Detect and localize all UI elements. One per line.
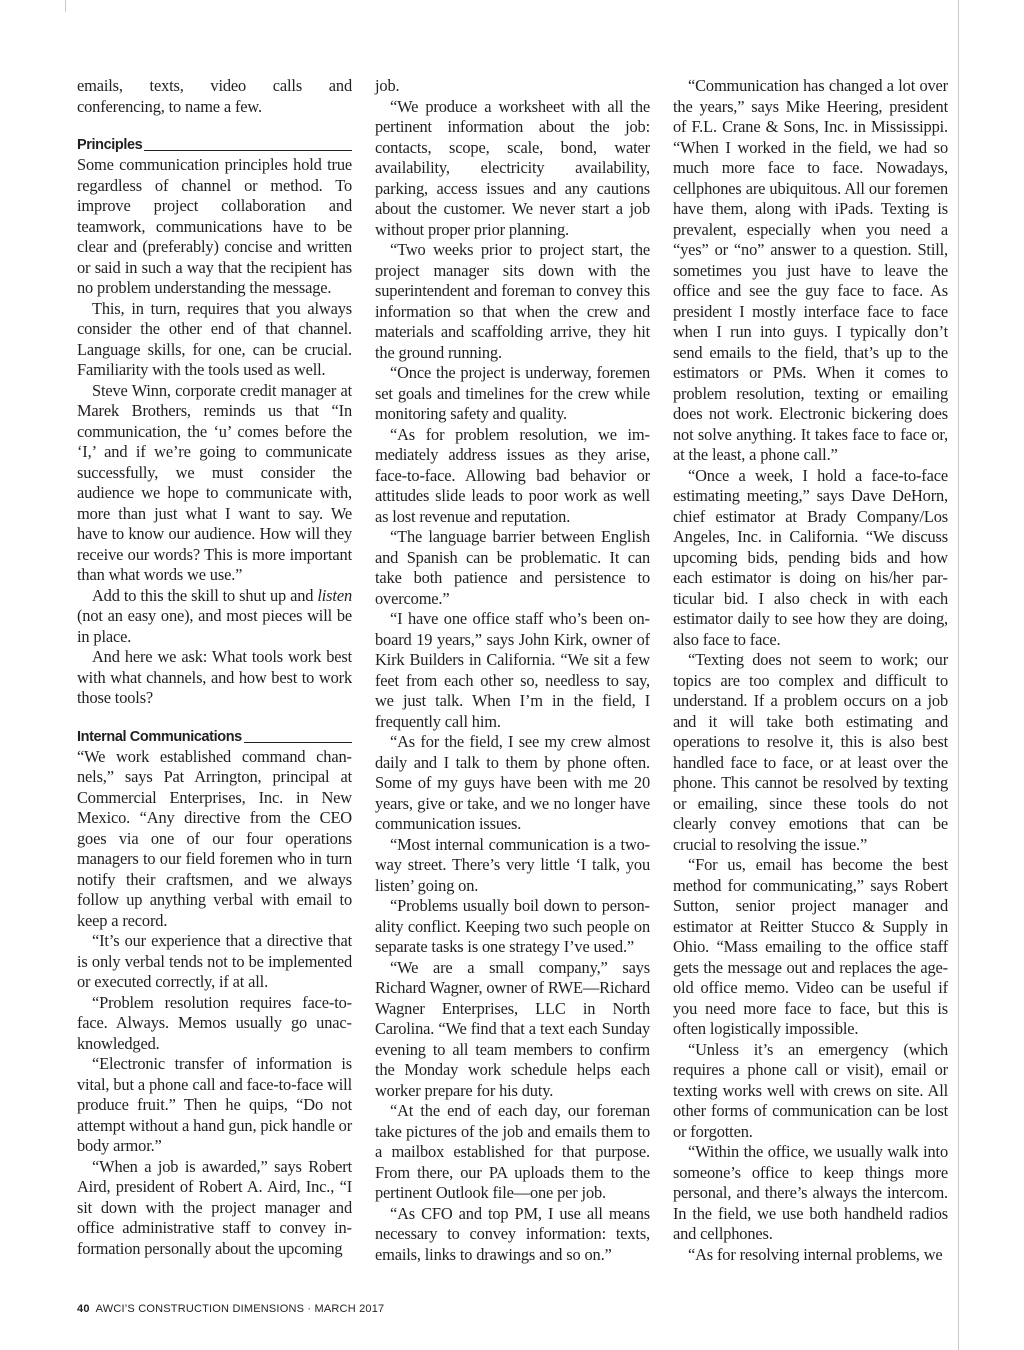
paragraph <box>77 586 352 648</box>
column-1 <box>77 76 352 1259</box>
paragraph: “Texting does not seem to work; our topics are too complex and difficult to understand. If a problem occurs on a job and it will take both estimating and operations to resolve it, this is also best handled face to face, or at least over the phone. This cannot be resolved by texting or emailing, since these tools do not clearly convey emotions that can be crucial to resolving the issue.” <box>673 650 948 854</box>
paragraph: “As for problem resolution, we immediately address issues as they arise, face-to-face. Allowing bad behavior or attitudes slide leads to poor work as well as lost revenue and reputation. <box>375 424 650 526</box>
paragraph: “Electronic transfer of information is vital, but a phone call and face-to-face will produce fruit.” Then he quips, “Do not attempt without a hand gun, pick handle or body armor.” <box>77 1054 353 1155</box>
paragraph: “Communication has changed a lot over the years,” says Mike Heering, president of F.L. Crane & Sons, Inc. in Mississippi. “When I worked in the field, we had so much more face to face. Nowadays, cellphones are ubiquitous. All our foremen have them, along with iPads. Texting is prevalent, especially when you need a “yes” or “no” answer to a question. Still, sometimes you just have to leave the office and see the guy face to face. As president I mostly interface face to face when I run into guys. I typically don’t send emails to the field, that’s up to the estimators or PMs. When it comes to problem resolution, texting or emailing does not work. Electronic bickering does not solve anything. It takes face to face or, at the least, a phone call.” <box>673 76 948 464</box>
paragraph: This, in turn, requires that you always consider the other end of that channel. Language skills, for one, can be crucial. Familiarity with the tools used as well. <box>77 298 352 379</box>
paragraph: “As for resolving internal problems, we <box>688 1244 943 1264</box>
paragraph: “As CFO and top PM, I use all means necessary to convey information: texts, emails, links to drawings and so on.” <box>375 1203 650 1264</box>
paragraph: “For us, email has become the best method for communicating,” says Robert Sutton, senior project manager and estimator at Reitter Stucco & Supply in Ohio. “Mass emailing to the office staff gets the message out and replaces the age-old office memo. Video can be useful if you need more face to face, but this is often logistically impossible. <box>673 855 948 1038</box>
page-number: 40 <box>77 1303 90 1315</box>
heading-rule <box>144 150 352 151</box>
text-run: Add to this the skill to shut up and <box>92 585 318 605</box>
paragraph: job. <box>375 76 400 95</box>
paragraph: “Once the project is underway, foremen set goals and timelines for the crew while monitoring safety and quality. <box>375 363 650 423</box>
paragraph: “I have one office staff who’s been onboard 19 years,” says John Kirk, owner of Kirk Builders in California. “We sit a few feet from each other so, needless to say, we just talk. When I’m in the field, I frequently call him. <box>375 609 650 731</box>
paragraph: “As for the field, I see my crew almost daily and I talk to them by phone often. Some of my guys have been with me 20 years, give or take, and we no longer have communication issues. <box>375 732 650 833</box>
paragraph: “It’s our experience that a directive that is only verbal tends not to be implemented or executed correctly, if at all. <box>77 931 352 991</box>
section-heading-text: Principles <box>77 137 143 153</box>
page-edge-right <box>958 0 959 1350</box>
section-heading-internal-communications <box>77 728 352 746</box>
paragraph: “At the end of each day, our foreman take pictures of the job and emails them to a mailbox established for that purpose. From there, our PA uploads them to the pertinent Outlook file—one per job. <box>375 1101 650 1202</box>
paragraph: Steve Winn, corporate credit manager at Marek Brothers, reminds us that “In communication, the ‘u’ comes before the ‘I,’ and if we’re going to communicate successfully, we must consider the audience we hope to communicate with, more than just what I want to say. We have to know our audience. How will they receive our words? This is more important than what words we use.” <box>77 380 352 584</box>
section-heading-principles <box>77 136 352 154</box>
column-2 <box>375 76 650 1265</box>
paragraph: “We are a small company,” says Richard Wagner, owner of RWE—Richard Wagner Enterprises, LLC in North Carolina. “We find that a text each Sunday evening to all team members to confirm the Monday work schedule helps each worker prepare for his duty. <box>375 957 650 1100</box>
page-edge-left <box>65 0 66 12</box>
paragraph: “We produce a worksheet with all the pertinent information about the job: contacts, scope, scale, bond, water availability, electricity availability, parking, access issues and any cautions about the customer. We never start a job without proper prior planning. <box>375 96 650 239</box>
publication-info: AWCI’S CONSTRUCTION DIMENSIONS · MARCH 2017 <box>95 1303 385 1315</box>
section-heading-text: Internal Communications <box>77 728 242 745</box>
paragraph: “We work established command channels,” says Pat Arrington, principal at Commercial Enterprises, Inc. in New Mexico. “Any directive from the CEO goes via one of our four operations managers to our field foremen who in turn notify their craftsmen, and we always follow up anything verbal with email to keep a record. <box>77 746 352 930</box>
paragraph: “Two weeks prior to project start, the project manager sits down with the superintendent and foreman to convey this information so that when the crew and materials and scaffolding arrive, they hit the ground running. <box>375 240 650 362</box>
paragraph: “Within the office, we usually walk into someone’s office to keep things more personal, and there’s always the intercom. In the field, we use both handheld radios and cellphones. <box>673 1142 948 1243</box>
paragraph: “When a job is awarded,” says Robert Aird, president of Robert A. Aird, Inc., “I sit down with the project manager and office administrative staff to convey information personally about the upcoming <box>77 1156 352 1258</box>
emphasis-text: listen <box>317 585 352 605</box>
paragraph: And here we ask: What tools work best with what channels, and how best to work those tools? <box>77 647 352 707</box>
paragraph: emails, texts, video calls and conferencing, to name a few. <box>77 76 352 116</box>
text-run: (not an easy one), and most pieces will be in place. <box>77 606 352 646</box>
paragraph: “Problem resolution requires face-to-face. Always. Memos usually go unacknowledged. <box>77 992 352 1053</box>
column-3 <box>673 76 948 1265</box>
paragraph: “Most internal communication is a two-way street. There’s very little ‘I talk, you listen’ going on. <box>375 834 650 895</box>
paragraph: “Once a week, I hold a face-to-face estimating meeting,” says Dave DeHorn, chief estimator at Brady Company/Los Angeles, Inc. in California. “We discuss upcoming bids, pending bids and how each estimator is doing on his/her particular bid. I also check in with each estimator daily to see how they are doing, also face to face. <box>673 465 948 649</box>
heading-rule <box>244 742 352 743</box>
paragraph: “The language barrier between English and Spanish can be problematic. It can take both patience and persistence to overcome.” <box>375 527 650 608</box>
page-footer <box>77 1303 384 1315</box>
paragraph: Some communication principles hold true regardless of channel or method. To improve project collaboration and teamwork, communications have to be clear and (preferably) concise and written or said in such a way that the recipient has no problem understanding the message. <box>77 155 352 297</box>
paragraph: “Problems usually boil down to personality conflict. Keeping two such people on separate tasks is one strategy I’ve used.” <box>375 896 650 956</box>
paragraph: “Unless it’s an emergency (which requires a phone call or visit), email or texting works well with crews on site. All other forms of communication can be lost or forgotten. <box>673 1039 948 1141</box>
